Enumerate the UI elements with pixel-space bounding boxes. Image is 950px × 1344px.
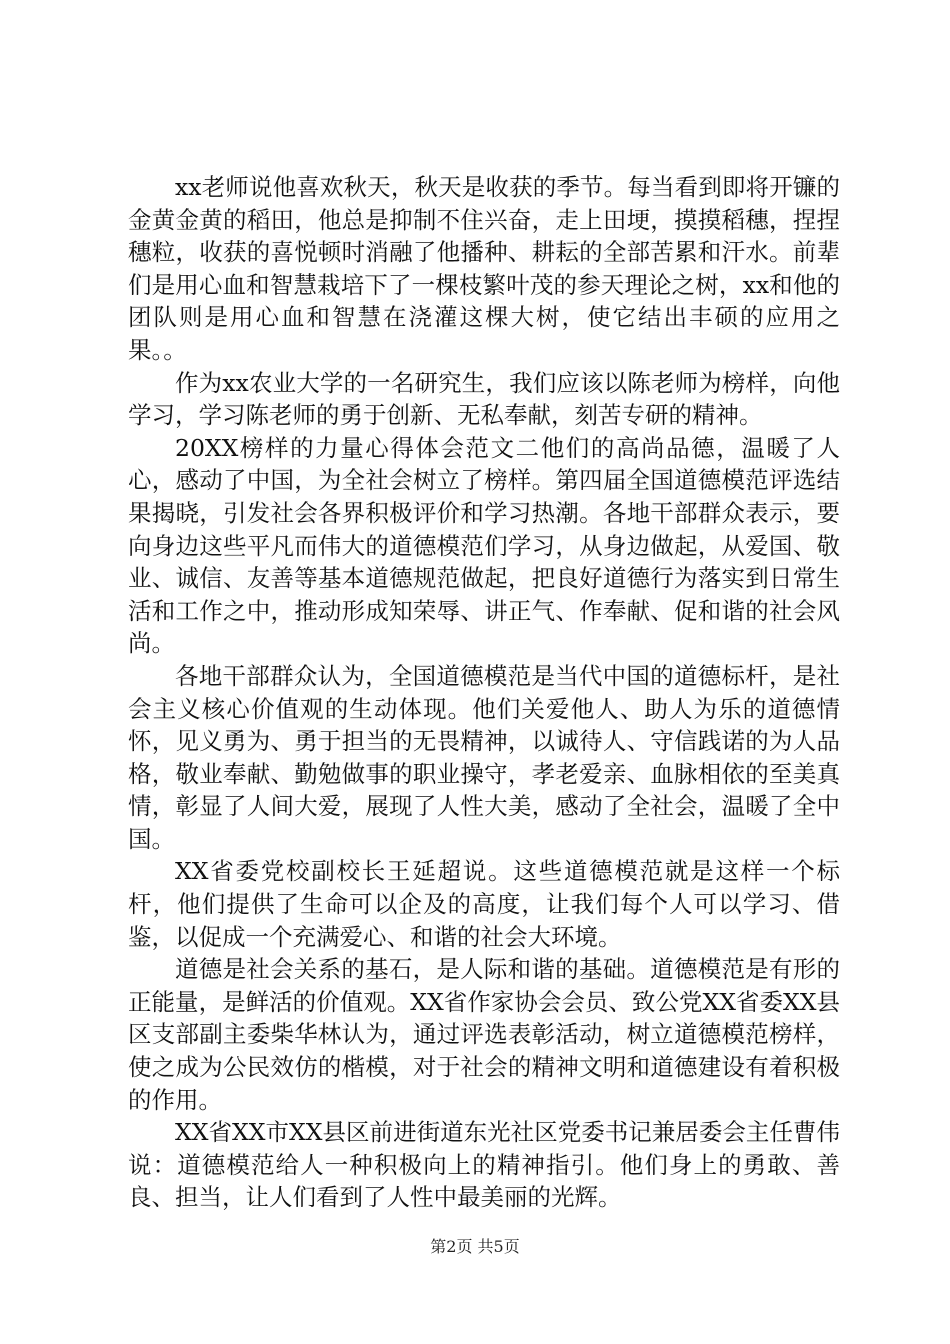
paragraph: 各地干部群众认为，全国道德模范是当代中国的道德标杆，是社会主义核心价值观的生动体现。他们关爱他人、助人为乐的道德情怀，见义勇为、勇于担当的无畏精神，以诚待人、守信践诺的为人品格，敬业奉献、勤勉做事的职业操守，孝老爱亲、血脉相依的至美真情，彰显了人间大爱，展现了人性大美，感动了全社会，温暖了全中国。 [128,661,840,853]
paragraph: 道德是社会关系的基石，是人际和谐的基础。道德模范是有形的正能量，是鲜活的价值观。XX省作家协会会员、致公党XX省委XX县区支部副主委柴华林认为，通过评选表彰活动，树立道德模范榜样，使之成为公民效仿的楷模，对于社会的精神文明和道德建设有着积极的作用。 [128,955,840,1114]
paragraph: xx老师说他喜欢秋天，秋天是收获的季节。每当看到即将开镰的金黄金黄的稻田，他总是抑制不住兴奋，走上田埂，摸摸稻穗，捏捏穗粒，收获的喜悦顿时消融了他播种、耕耘的全部苦累和汗水。前辈们是用心血和智慧栽培下了一棵枝繁叶茂的参天理论之树，xx和他的团队则是用心血和智慧在浇灌这棵大树，使它结出丰硕的应用之果。。 [128,173,840,364]
document-body [128,171,840,1214]
paragraph: 20XX榜样的力量心得体会范文二他们的高尚品德，温暖了人心，感动了中国，为全社会树立了榜样。第四届全国道德模范评选结果揭晓，引发社会各界积极评价和学习热潮。各地干部群众表示，要向身边这些平凡而伟大的道德模范们学习，从身边做起，从爱国、敬业、诚信、友善等基本道德规范做起，把良好道德行为落实到日常生活和工作之中，推动形成知荣辱、讲正气、作奉献、促和谐的社会风尚。 [128,433,840,658]
paragraph: XX省委党校副校长王延超说。这些道德模范就是这样一个标杆，他们提供了生命可以企及的高度，让我们每个人可以学习、借鉴，以促成一个充满爱心、和谐的社会大环境。 [128,857,840,951]
paragraph: 作为xx农业大学的一名研究生，我们应该以陈老师为榜样，向他学习，学习陈老师的勇于创新、无私奉献，刻苦专研的精神。 [128,368,840,430]
page-number-footer: 第2页 共5页 [430,1237,520,1256]
paragraph: XX省XX市XX县区前进街道东光社区党委书记兼居委会主任曹伟说：道德模范给人一种积极向上的精神指引。他们身上的勇敢、善良、担当，让人们看到了人性中最美丽的光辉。 [128,1118,840,1212]
